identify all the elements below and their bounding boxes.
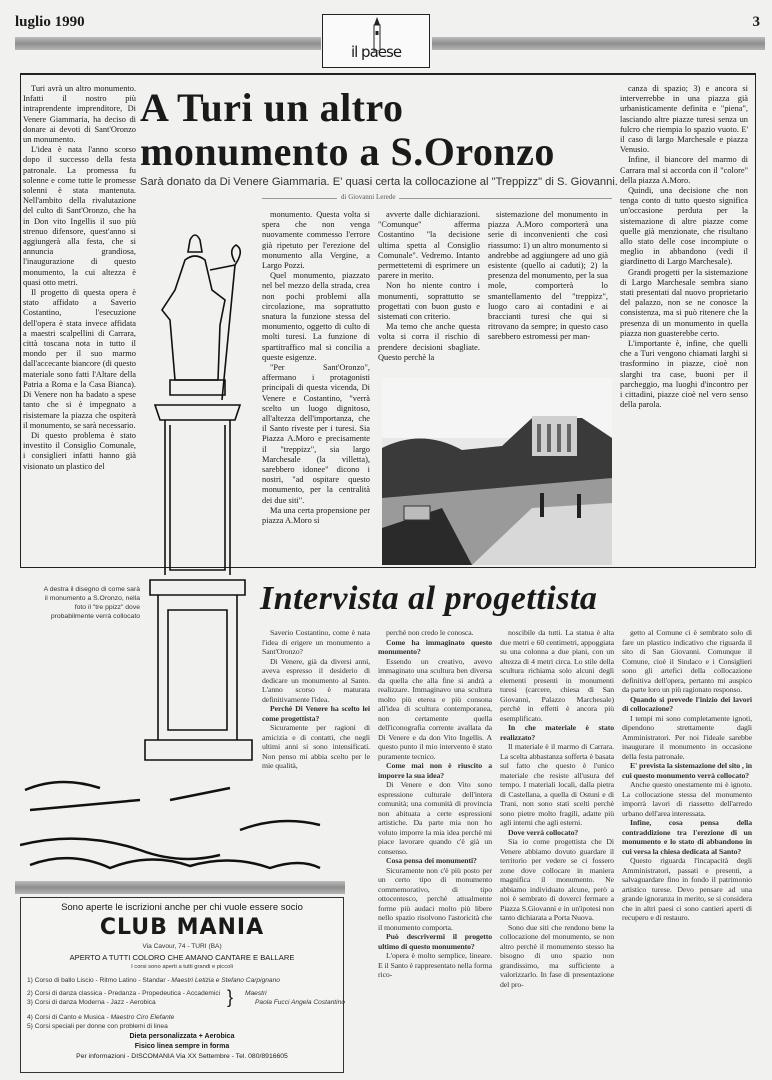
paragraph: monumento. Questa volta si spera che non venga nuovamente commesso l'errore già ripetuto per l'erezione del monumento alla Vergine, a Largo Pozzi. [262, 210, 370, 271]
article-column-3 [378, 210, 480, 363]
paragraph: Il progetto di questa opera è stato affidato a Saverio Costantino, l'esecuzione dell'opera è stata invece affidata a maestri scalpellini di Carrara, città toscana nota in tutto il mondo per il suo marmo dall'accecante biancore (di questo materiale sono fatti l'Altare della Patria a Roma e la Casa Bianca). Di Venere non ha badato a spese tanto che si è impegnato a risistemare la piazza che ospiterà il monumento, se sarà necessario. [23, 288, 136, 430]
paragraph: Sicuramente non c'è più posto per un certo tipo di monumento commemorativo, di tipo ottocentesco, perchè attualmente forme più audaci molto più libere nello spazio risolvono l'astoricità che il monumento comporta. [378, 865, 492, 932]
question: Perchè Di Venere ha scelto lei come progettista? [262, 704, 370, 723]
paragraph: Il materiale è il marmo di Carrara. La scelta abbastanza sofferta è basata sul fatto che questo è l'unico materiale che resiste all'usura del tempo. I materiali locali, dalla pietra di Castellana, a quella di Ostuni e di Trani, non sono stati scelti perchè sono pietre molto fragili, adatte più agli interni che agli esterni. [500, 742, 614, 827]
question: Come ha immaginato questo monumento? [378, 637, 492, 656]
ad-course-5: 5) Corsi speciali per donne con problemi di linea [27, 1023, 168, 1030]
ad-club-name: CLUB MANIA [99, 915, 265, 940]
paragraph: canza di spazio; 3) e ancora si interverrebbe in una piazza già urbanisticamente definita e "piena", lasciando altre piazze turesi senza un fulcro che riempia lo spazio vuoto. E' il caso di largo Marchesale e piazza Venusio. [620, 84, 748, 155]
ad-top-bar [15, 881, 345, 894]
ad-address: Via Cavour, 74 - TURI (BA) [142, 943, 222, 950]
paragraph: Di Venere, già da diversi anni, aveva espresso il desiderio di dedicare un monumento al Santo. L'anno scorso è maturata definitivamente l'idea. [262, 656, 370, 704]
question: Cosa pensa dei monumenti? [386, 856, 477, 865]
article-column-4 [488, 210, 608, 343]
paragraph: Quindi, una decisione che non tenga conto di tutto questo significa un'occasione perduta per la sistemazione di altre piazze come quelle già menzionate, che risultano allo stato delle cose incompiute o meglio in abbandono (vedi il giardinetto di Largo Marchesale). [620, 186, 748, 267]
paragraph: Di questo problema è stato investito il Consiglio Comunale, i consiglieri infatti hanno già visionato un plastico del [23, 430, 136, 471]
paragraph: sistemazione del monumento in piazza A.Moro comporterà una serie di inconvenienti che così riassumo: 1) un altro monumento si andrebbe ad aggiungere ad uno già esistente (quello ai caduti); 2) la presenza del monumento, per la sua mole, comporterà lo smantellamento del "treppizz", luogo caro ai contadini e ai braccianti turesi che qui si ritrovano da sempre; in questo caso sarebbero estromessi per man- [488, 210, 608, 342]
paragraph: Non ho niente contro i monumenti, soprattutto se progettati con buon gusto e sistemati con criterio. [378, 281, 480, 322]
paragraph: L'idea è nata l'anno scorso dopo il successo della festa patronale. La promessa fu solenne e come tutte le promesse solenni è stata mantenuta. Nell'ambito della rivalutazione del culto di Sant'Oronzo, che ha in Don vito Ingellis il suo più strenuo difensore, quest'anno si aggiungerà alla festa, che si annuncia grandiosa, l'inaugurazione di questo monumento, la cui altezza è quasi otto metri. [23, 145, 136, 287]
ad-contact-info: Per informazioni - DISCOMANIA Via XX Settembre - Tel. 080/8916605 [76, 1053, 288, 1060]
photo-caption: A destra il disegno di come sarà il monumento a S.Oronzo, nella foto il "tre ppizz" dove probabilmente verrà collocato [43, 586, 140, 620]
paragraph: Essendo un creativo, avevo immaginato una scultura ben diversa da quella che alla fine si andrà a realizzare. Immaginavo una scultura molto più eterea e più consona all'idea di scultura contemporanea, non certamente quella dell'iconografia corrente avallata da Di Venere e da don Vito Ingellis. A questo punto il mio intervento è stato puramente tecnico. [378, 656, 492, 761]
paragraph: Questo riguarda l'incapacità degli Amministratori, passati e presenti, a salvaguardare fino in fondo il patrimonio artistico turese. Devo pensare ad una grande ignoranza in merito, se si considera che in altri paesi ci sono cantieri aperti di recupero e di restauro. [622, 856, 752, 922]
interview-column-1 [262, 628, 370, 771]
ad-teachers-23: Paola Fucci Angela Costantino [255, 999, 345, 1006]
piazza-photo [382, 378, 612, 565]
question: Dove verrà collocato? [508, 827, 579, 837]
interview-column-3 [500, 628, 614, 989]
ad-course-3: 3) Corsi di danza Moderna - Jazz - Aerobica [27, 999, 156, 1006]
interview-column-2 [378, 628, 492, 980]
byline-rule [262, 193, 612, 201]
paragraph: avverte dalle dichiarazioni. "Comunque" afferma Costantino "la decisione ultima spetta al Consiglio Comunale". Vedremo. Intanto permettetemi di esprimere un parere in merito. [378, 210, 480, 281]
ad-course-4: 4) Corsi di Canto e Musica - [27, 1014, 109, 1021]
paragraph: "Per Sant'Oronzo", affermano i protagonisti principali di questa vicenda, Di Venere e Costantino, "verrà scelto un luogo dignitoso, all'altezza dell'importanza, che il Santo riveste per i turesi. Sia Piazza A.Moro e precisamente il "treppizz", sia largo Marchesale (la villetta), sarebbero idonee" dicono i nostri, "ad ospitare questo monumento, per la centralità dei due siti". [262, 363, 370, 505]
ad-fit: Fisico linea sempre in forma [134, 1043, 230, 1050]
logo-text: il paese [350, 43, 402, 61]
article-column-1 [23, 84, 136, 472]
paragraph: Turi avrà un altro monumento. Infatti il nostro più intraprendente imprenditore, Di Venere Giammaria, ha deciso di donare ai devoti di Sant'Oronzo un monumento. [23, 84, 136, 145]
paragraph: Sono due siti che rendono bene la collocazione del monumento, se non altro perchè il monumento stesso ha bisogno di uno spazio non grandissimo, ma sufficiente a valorizzarlo. In fase di presentazione del pro- [500, 922, 614, 989]
bushes-drawing [20, 770, 340, 875]
question: Infine, cosa pensa della contraddizione tra l'erezione di un monumento e lo stato di abbandono in cui versa la chiesa dedicata al Santo? [622, 818, 752, 856]
ad-courses-note: I corsi sono aperti a tutti grandi e piccoli [131, 964, 233, 970]
byline: di Giovanni Lerede [337, 193, 399, 201]
article-column-2 [262, 210, 370, 526]
header-bar-right [432, 37, 765, 50]
question: Quando si prevede l'inizio dei lavori di collocazione? [622, 694, 752, 713]
paragraph: Sia io come progettista che Di Venere abbiamo dovuto guardare il territorio per vedere se ci fossero zone dove collocare in maniera magnifica il monumento. Ne abbiamo individuato alcune, però a noi è sembrato di doverci fermare a Piazza S.Giovanni e in un'ipotesi non tanto dichiarata a Porta Nuova. [500, 837, 614, 922]
paragraph: L'opera è molto semplice, lineare. E il Santo è rappresentato nella forma rico- [378, 951, 492, 979]
paragraph: Infine, il biancore del marmo di Carrara mal si accorda con il "colore" della piazza A.Moro. [620, 155, 748, 185]
monument-drawing [140, 230, 260, 775]
paragraph: perchè non credo le conosca. [386, 628, 474, 637]
page-number: 3 [752, 14, 760, 30]
question: In che materiale è stato realizzato? [500, 723, 614, 742]
ad-course-1-teachers: Maestri Letizia e Stefano Carpignano [171, 977, 280, 984]
ad-course-1: 1) Corso di ballo Liscio - Ritmo Latino - Standar - [27, 977, 170, 984]
paragraph: Saverio Costantino, come è nata l'idea di erigere un monumento a Sant'Oronzo? [262, 628, 370, 656]
paragraph: Sicuramente per ragioni di amicizia e di contatti, che negli ultimi anni si sono intensificati. Non penso mi abbia scelto per le mie qualità, [262, 723, 370, 770]
paragraph: Anche questo onestamente mi è ignoto. La collocazione stessa del monumento imporrà lavori di riassetto dell'arredo urbano dell'area interessata. [622, 780, 752, 818]
brace: } [227, 987, 234, 1007]
question: Può descrivermi il progetto ultimo di questo monumento? [378, 932, 492, 951]
paragraph: Ma una certa propensione per piazza A.Moro si [262, 505, 370, 526]
question: E' prevista la sistemazione del sito , in cui questo monumento verrà collocato? [622, 761, 752, 780]
paragraph: Di Venere e don Vito sono espressione culturale dell'intera comunità; una comunità di provincia non abituata a certe espressioni artistiche. Da parte mia non ho voluto imporre la mia idea perchè mi piace lavorare quando c'è già un consenso. [378, 780, 492, 856]
ad-slogan: APERTO A TUTTI COLORO CHE AMANO CANTARE E BALLARE [69, 953, 295, 962]
paragraph: Quel monumento, piazzato nel bel mezzo della strada, crea non pochi problemi alla circolazione, ma soprattutto snatura la funzione stessa del monumento, oggetto di culto di molti turesi. La funzione di spartitraffico mal si concilia a queste esigenze. [262, 271, 370, 362]
issue-date: luglio 1990 [15, 14, 85, 30]
header-bar-left [15, 37, 321, 50]
paragraph: noscibile da tutti. La statua è alta due metri e 60 centimetri, appoggiata su una colonna a due piani, con un altezza di 4 metri circa. Lo stile della scultura richiama solo alcuni degli elementi presenti in monumenti turesi (carcere, chiesa di San Giovanni, Palazzo Marchesale) perchè in effetti è ancora più esemplificato. [500, 628, 614, 723]
ad-diet: Dieta personalizzata + Aerobica [129, 1033, 235, 1040]
paragraph: getto al Comune ci è sembrato solo di fare un plastico indicativo che riguarda il sito di San Giovanni. Comunque il Comune, cioè il Sindaco e i Consiglieri sono gli artefici della collocazione definitiva dell'opera, pertanto mi auspico da parte loro un più ragionato responso. [622, 628, 752, 694]
question: Come mai non è riuscito a imporre la sua idea? [378, 761, 492, 780]
article-headline: A Turi un altro monumento a S.Oronzo [140, 85, 555, 174]
paragraph: I tempi mi sono completamente ignoti, dipendono strettamente dagli Amministratori. Per noi l'ideale sarebbe inaugurare il monumento in occasione della festa patronale. [622, 713, 752, 761]
paragraph: Grandi progetti per la sistemazione di Largo Marchesale sembra siano stati presentati dal nuovo proprietario del palazzo, non se ne conosce la consistenza, ma si può ritenere che la presenza di un monumento in quella piazza non guasterebbe certo. [620, 267, 748, 338]
club-mania-ad [20, 897, 344, 1073]
paragraph: Ma temo che anche questa volta si corra il rischio di prendere decisioni sbagliate. Questo perchè la [378, 322, 480, 362]
ad-teachers-label: Maestri [245, 990, 267, 997]
interview-title: Intervista al progettista [260, 580, 598, 617]
ad-intro: Sono aperte le iscrizioni anche per chi vuole essere socio [61, 902, 303, 913]
ad-course-2: 2) Corsi di danza classica - Predanza - Propedeutica - Accademici [27, 990, 221, 997]
newspaper-logo [322, 14, 430, 68]
article-column-5 [620, 84, 748, 411]
bell-tower-icon [367, 17, 387, 51]
interview-column-4 [622, 628, 752, 923]
article-subtitle: Sarà donato da Di Venere Giammaria. E' quasi certa la collocazione al "Treppizz" di S. Giovanni. [140, 176, 618, 188]
ad-course-4-teacher: Maestro Ciro Elefante [110, 1014, 175, 1021]
paragraph: L'importante è, infine, che quelli che a Turi vengono chiamati larghi si trasformino in piazze, cioè non slarghi tra case, buoni per il parcheggio, ma luoghi d'incontro per i cittadini, piazze cioè nel vero senso della parola. [620, 339, 748, 410]
